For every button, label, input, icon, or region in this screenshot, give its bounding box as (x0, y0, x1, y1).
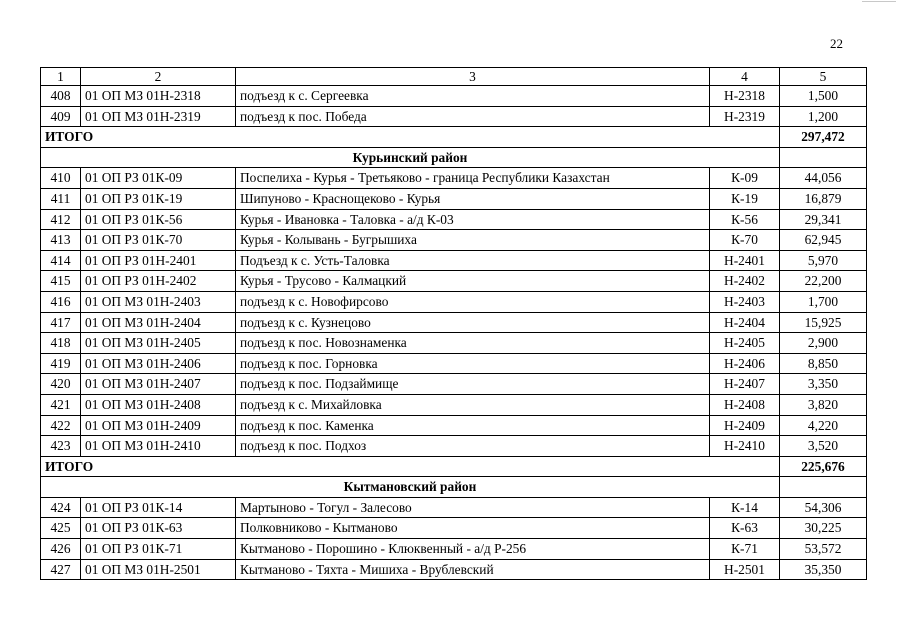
cell-road-id: 01 ОП МЗ 01Н-2319 (81, 106, 236, 127)
cell-number: 416 (41, 291, 81, 312)
cell-number: 418 (41, 333, 81, 354)
cell-road-name: Кытманово - Порошино - Клюквенный - а/д Р-256 (236, 539, 710, 560)
cell-road-code: Н-2405 (710, 333, 780, 354)
cell-length: 8,850 (780, 353, 867, 374)
cell-road-id: 01 ОП МЗ 01Н-2318 (81, 86, 236, 107)
cell-number: 410 (41, 168, 81, 189)
cell-road-name: Курья - Ивановка - Таловка - а/д К-03 (236, 209, 710, 230)
table-row (41, 518, 867, 539)
cell-road-id: 01 ОП МЗ 01Н-2501 (81, 559, 236, 580)
table-row (41, 353, 867, 374)
table-row (41, 374, 867, 395)
table-row (41, 230, 867, 251)
cell-road-code: Н-2318 (710, 86, 780, 107)
cell-road-id: 01 ОП МЗ 01Н-2404 (81, 312, 236, 333)
cell-road-code: К-56 (710, 209, 780, 230)
cell-road-code: К-19 (710, 188, 780, 209)
cell-road-id: 01 ОП МЗ 01Н-2403 (81, 291, 236, 312)
cell-length: 16,879 (780, 188, 867, 209)
header-col-code: 4 (710, 68, 780, 86)
cell-road-id: 01 ОП РЗ 01К-14 (81, 497, 236, 518)
cell-length: 1,700 (780, 291, 867, 312)
cell-road-code: Н-2402 (710, 271, 780, 292)
cell-length: 44,056 (780, 168, 867, 189)
cell-length: 2,900 (780, 333, 867, 354)
table-row (41, 394, 867, 415)
cell-road-name: подъезд к пос. Горновка (236, 353, 710, 374)
district-name: Кытмановский район (41, 477, 780, 498)
total-label: ИТОГО (41, 127, 780, 148)
cell-length: 1,200 (780, 106, 867, 127)
cell-number: 422 (41, 415, 81, 436)
cell-length: 3,820 (780, 394, 867, 415)
cell-road-id: 01 ОП РЗ 01Н-2401 (81, 250, 236, 271)
table-row (41, 106, 867, 127)
cell-road-id: 01 ОП МЗ 01Н-2409 (81, 415, 236, 436)
cell-road-code: Н-2403 (710, 291, 780, 312)
table-row (41, 250, 867, 271)
table-row (41, 209, 867, 230)
cell-road-code: Н-2319 (710, 106, 780, 127)
cell-number: 419 (41, 353, 81, 374)
table-row (41, 86, 867, 107)
cell-length: 54,306 (780, 497, 867, 518)
cell-number: 424 (41, 497, 81, 518)
page-number: 22 (830, 36, 843, 51)
cell-road-code: Н-2409 (710, 415, 780, 436)
cell-road-id: 01 ОП МЗ 01Н-2406 (81, 353, 236, 374)
cell-number: 427 (41, 559, 81, 580)
cell-road-name: подъезд к с. Михайловка (236, 394, 710, 415)
cell-road-name: Кытманово - Тяхта - Мишиха - Врублевский (236, 559, 710, 580)
cell-length: 62,945 (780, 230, 867, 251)
cell-road-id: 01 ОП РЗ 01К-70 (81, 230, 236, 251)
cell-length: 30,225 (780, 518, 867, 539)
table-row (41, 539, 867, 560)
header-col-id: 2 (81, 68, 236, 86)
total-value: 225,676 (780, 456, 867, 477)
cell-road-code: К-70 (710, 230, 780, 251)
roads-table-body (41, 68, 867, 580)
cell-number: 408 (41, 86, 81, 107)
cell-road-code: Н-2406 (710, 353, 780, 374)
district-name: Курьинский район (41, 147, 780, 168)
scan-corner-mark (862, 1, 896, 4)
cell-number: 420 (41, 374, 81, 395)
cell-number: 423 (41, 436, 81, 457)
cell-road-code: Н-2407 (710, 374, 780, 395)
table-row (41, 168, 867, 189)
cell-length: 3,350 (780, 374, 867, 395)
total-label: ИТОГО (41, 456, 780, 477)
cell-number: 409 (41, 106, 81, 127)
roads-table (40, 67, 867, 580)
cell-road-name: подъезд к пос. Подхоз (236, 436, 710, 457)
table-row (41, 188, 867, 209)
table-row (41, 436, 867, 457)
cell-road-id: 01 ОП РЗ 01К-19 (81, 188, 236, 209)
cell-road-id: 01 ОП МЗ 01Н-2405 (81, 333, 236, 354)
cell-length: 35,350 (780, 559, 867, 580)
cell-road-id: 01 ОП РЗ 01К-63 (81, 518, 236, 539)
cell-road-name: Поспелиха - Курья - Третьяково - граница Республики Казахстан (236, 168, 710, 189)
cell-road-name: подъезд к с. Новофирсово (236, 291, 710, 312)
cell-length: 15,925 (780, 312, 867, 333)
cell-length: 3,520 (780, 436, 867, 457)
cell-road-code: Н-2501 (710, 559, 780, 580)
cell-length: 22,200 (780, 271, 867, 292)
table-row (41, 559, 867, 580)
header-col-number: 1 (41, 68, 81, 86)
cell-length: 53,572 (780, 539, 867, 560)
cell-number: 415 (41, 271, 81, 292)
cell-road-name: подъезд к пос. Победа (236, 106, 710, 127)
table-row (41, 291, 867, 312)
table-row (41, 333, 867, 354)
cell-road-code: Н-2408 (710, 394, 780, 415)
cell-road-id: 01 ОП РЗ 01Н-2402 (81, 271, 236, 292)
header-col-road-name: 3 (236, 68, 710, 86)
cell-road-code: К-14 (710, 497, 780, 518)
cell-length: 29,341 (780, 209, 867, 230)
total-value: 297,472 (780, 127, 867, 148)
cell-road-code: К-63 (710, 518, 780, 539)
table-row (41, 271, 867, 292)
total-row (41, 127, 867, 148)
cell-number: 413 (41, 230, 81, 251)
cell-road-code: Н-2401 (710, 250, 780, 271)
cell-number: 414 (41, 250, 81, 271)
cell-road-id: 01 ОП РЗ 01К-09 (81, 168, 236, 189)
cell-number: 412 (41, 209, 81, 230)
total-row (41, 456, 867, 477)
cell-road-name: Курья - Колывань - Бугрышиха (236, 230, 710, 251)
cell-road-name: подъезд к пос. Каменка (236, 415, 710, 436)
cell-road-name: подъезд к пос. Новознаменка (236, 333, 710, 354)
cell-road-id: 01 ОП МЗ 01Н-2410 (81, 436, 236, 457)
cell-road-name: подъезд к с. Сергеевка (236, 86, 710, 107)
cell-number: 425 (41, 518, 81, 539)
table-row (41, 312, 867, 333)
table-row (41, 415, 867, 436)
cell-road-name: Курья - Трусово - Калмацкий (236, 271, 710, 292)
cell-road-code: К-09 (710, 168, 780, 189)
cell-road-name: Шипуново - Краснощеково - Курья (236, 188, 710, 209)
cell-road-id: 01 ОП РЗ 01К-56 (81, 209, 236, 230)
table-header-row (41, 68, 867, 86)
cell-number: 417 (41, 312, 81, 333)
cell-road-id: 01 ОП РЗ 01К-71 (81, 539, 236, 560)
cell-road-name: Подъезд к с. Усть-Таловка (236, 250, 710, 271)
cell-road-name: подъезд к пос. Подзаймище (236, 374, 710, 395)
cell-road-id: 01 ОП МЗ 01Н-2408 (81, 394, 236, 415)
cell-road-id: 01 ОП МЗ 01Н-2407 (81, 374, 236, 395)
district-heading-row (41, 147, 867, 168)
cell-road-name: подъезд к с. Кузнецово (236, 312, 710, 333)
cell-road-name: Полковниково - Кытманово (236, 518, 710, 539)
cell-road-code: К-71 (710, 539, 780, 560)
cell-number: 421 (41, 394, 81, 415)
table-row (41, 497, 867, 518)
cell-number: 411 (41, 188, 81, 209)
cell-road-code: Н-2404 (710, 312, 780, 333)
cell-length: 5,970 (780, 250, 867, 271)
header-col-length: 5 (780, 68, 867, 86)
cell-road-code: Н-2410 (710, 436, 780, 457)
cell-length: 1,500 (780, 86, 867, 107)
district-empty-cell (780, 147, 867, 168)
cell-road-name: Мартыново - Тогул - Залесово (236, 497, 710, 518)
cell-length: 4,220 (780, 415, 867, 436)
district-empty-cell (780, 477, 867, 498)
cell-number: 426 (41, 539, 81, 560)
district-heading-row (41, 477, 867, 498)
